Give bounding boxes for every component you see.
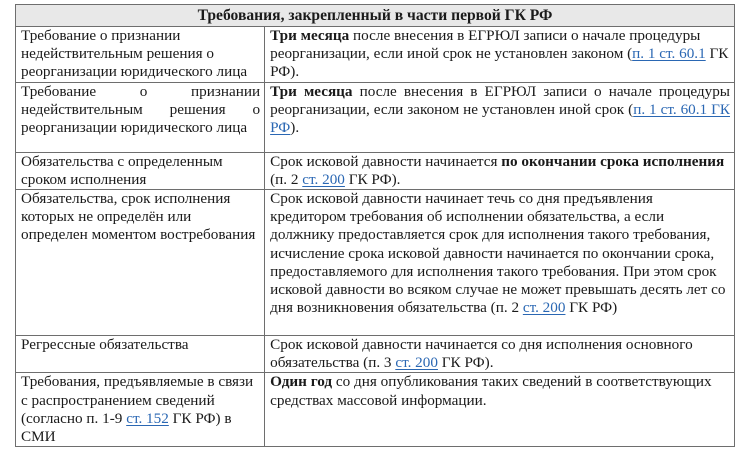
- requirement-cell: [16, 152, 265, 189]
- requirement-text-after: ГК РФ) в СМИ: [21, 409, 232, 446]
- law-reference-link[interactable]: п. 1 ст. 60.1 ГК РФ: [270, 100, 730, 137]
- period-bold: Один год: [270, 373, 333, 391]
- period-text-after: ГК РФ).: [437, 354, 494, 372]
- limitation-periods-table: [15, 4, 735, 447]
- period-bold: по окончании срока исполнения: [501, 152, 725, 170]
- period-bold: Три месяца: [270, 27, 350, 44]
- requirement-text: Требования, предъявляемые в связи с распространением сведений (согласно п. 1-9: [21, 373, 254, 427]
- period-cell: [265, 336, 735, 373]
- period-text: Срок исковой давности начинается: [270, 152, 502, 170]
- table-header-row: [16, 5, 735, 27]
- requirement-cell: [16, 373, 265, 447]
- period-text: Срок исковой давности начинается со дня исполнения основного обязательства (п. 3: [270, 336, 693, 372]
- law-reference-link[interactable]: ст. 200: [522, 299, 566, 317]
- table-row: [16, 190, 735, 336]
- period-text-after: ГК РФ): [565, 299, 618, 317]
- table-row: [16, 82, 735, 152]
- period-cell: [265, 82, 735, 152]
- requirement-cell: [16, 336, 265, 373]
- law-reference-link[interactable]: п. 1 ст. 60.1: [632, 45, 706, 63]
- table-row: [16, 336, 735, 373]
- law-reference-link[interactable]: ст. 152: [126, 409, 169, 427]
- period-text: Срок исковой давности начинает течь со дня предъявления кредитором требования об исполнении обязательства, а если должнику предоставляется срок для исполнения такого требования, исчисление срока исковой давности начинается по окончании срока, предоставляемого для исполнения такого требования. При этом срок исковой давности во всяком случае не может превышать десять лет со дня возникновения обязательства (п. 2: [270, 190, 726, 317]
- period-text-after: ).: [290, 119, 300, 137]
- requirement-text: Регрессные обязательства: [21, 336, 189, 354]
- period-cell: [265, 152, 735, 189]
- period-text-after: ГК РФ).: [270, 45, 729, 81]
- period-cell: [265, 190, 735, 336]
- table-row: [16, 152, 735, 189]
- table-row: [16, 373, 735, 447]
- table-row: [16, 27, 735, 83]
- requirement-cell: [16, 190, 265, 336]
- requirement-text: Требование о признании недействительным решения о реорганизации юридического лица: [21, 27, 248, 81]
- law-reference-link[interactable]: ст. 200: [302, 170, 345, 188]
- period-text: со дня опубликования таких сведений в соответствующих средствах массовой информации.: [270, 373, 712, 409]
- law-reference-link[interactable]: ст. 200: [395, 354, 438, 372]
- period-text-after: ГК РФ).: [344, 170, 401, 188]
- period-bold: Три месяца: [270, 82, 353, 100]
- table-title: Требования, закрепленный в части первой ГК РФ: [16, 5, 735, 27]
- period-cell: [265, 373, 735, 447]
- period-text: после внесения в ЕГРЮЛ записи о начале процедуры реорганизации, если иной срок не установлен законом (: [270, 27, 701, 63]
- requirement-text: Обязательства с определенным сроком исполнения: [21, 152, 223, 188]
- requirement-cell: [16, 82, 265, 152]
- requirement-cell: [16, 27, 265, 83]
- requirement-text: Требование о признании недействительным решения о реорганизации юридического лица: [21, 82, 261, 137]
- period-text: после внесения в ЕГРЮЛ записи о начале процедуры реорганизации, если законом не установлен иной срок (: [270, 82, 730, 118]
- period-cell: [265, 27, 735, 83]
- period-text-mid: (п. 2: [270, 170, 303, 188]
- requirement-text: Обязательства, срок исполнения которых не определён или определен моментом востребования: [21, 190, 256, 244]
